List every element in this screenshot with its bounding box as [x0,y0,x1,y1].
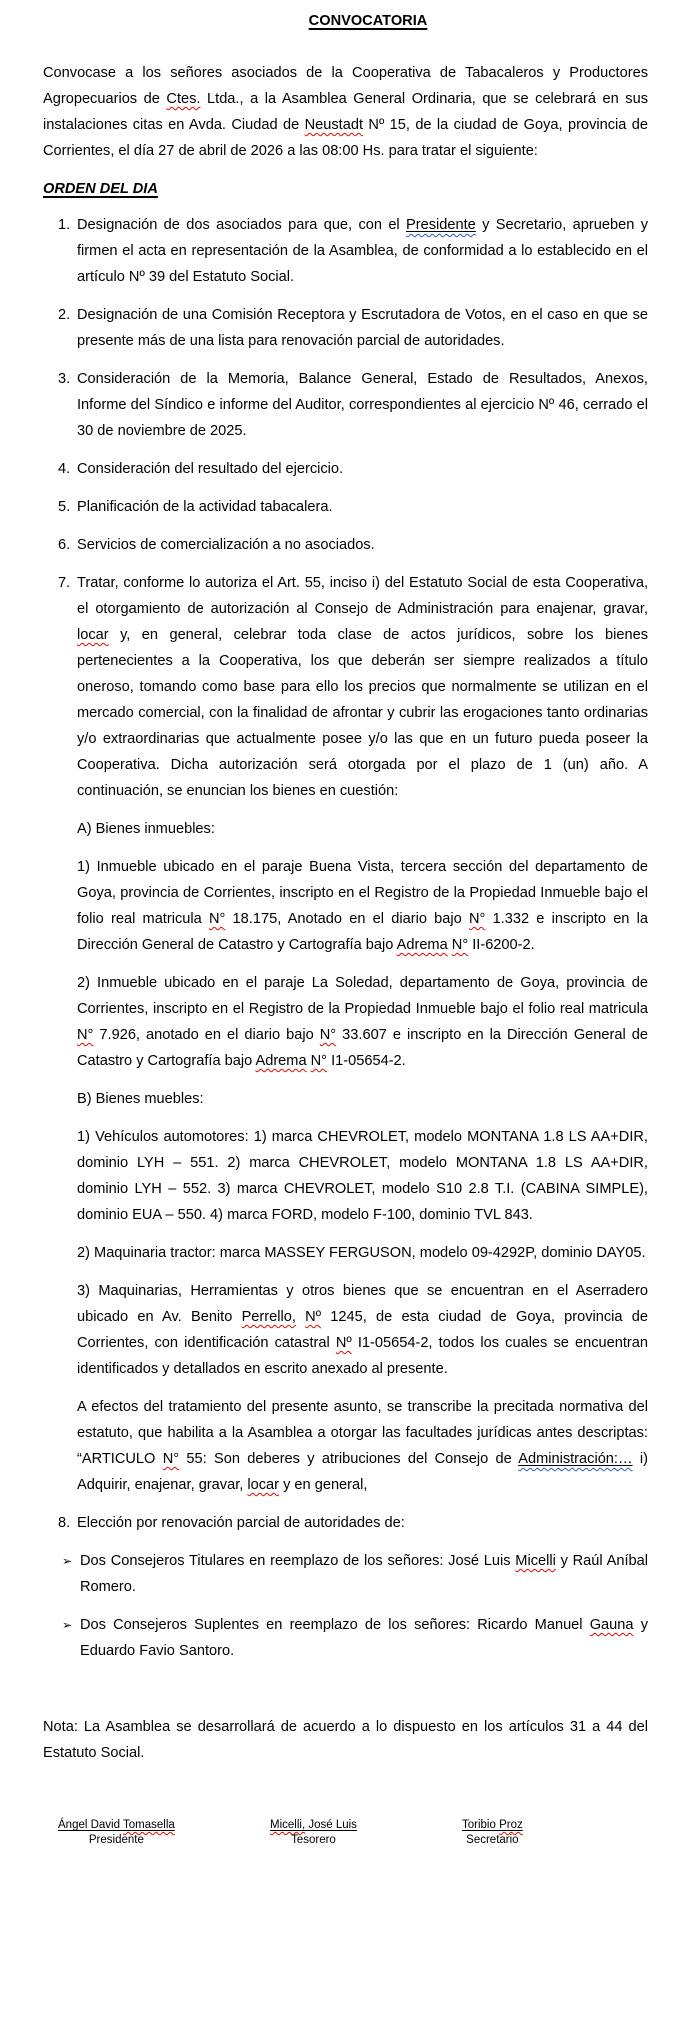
misspelled-word: Adrema [396,937,448,953]
misspelled-word: Neustadt [304,117,364,133]
misspelled-word: Nº [335,1335,352,1351]
intro-paragraph [43,60,648,164]
text-run: Consideración del resultado del ejercicio. [77,461,344,477]
text-run: 2) Inmueble ubicado en el paraje La Soledad, departamento de Goya, provincia de Corrientes, inscripto en el Registro de la Propiedad Inmueble bajo el folio real matricula [77,975,648,1017]
text-run: I1-05654-2. [327,1053,406,1069]
text-run: 1245, de esta ciudad de Goya, provincia de Corrientes, con identificación catastral [77,1309,648,1351]
text-run: 1) Vehículos automotores: 1) marca CHEVROLET, modelo MONTANA 1.8 LS AA+DIR, dominio LYH – 551. 2) marca CHEVROLET, modelo MONTANA 1.8 LS AA+DIR, dominio LYH – 552. 3) marca CHEVROLET, modelo S10 2.8 T.I. (CABINA SIMPLE), dominio EUA – 550. 4) marca FORD, modelo F-100, dominio TVL 843. [77,1129,648,1223]
item-number: 3. [58,371,71,387]
misspelled-word: Gauna [589,1617,634,1633]
text-run: y Raúl Aníbal Romero. [80,1553,648,1595]
text-run: José Luis [305,1819,357,1831]
misspelled-word: N° [162,1451,180,1467]
bullet-text [80,1612,648,1664]
misspelled-word: N° [208,911,226,927]
nota-paragraph [43,1714,648,1766]
text-run: Planificación de la actividad tabacalera. [77,499,333,515]
agenda-item-8 [43,1510,648,1536]
misspelled-word: Micelli [515,1553,556,1569]
text-run: Dos Consejeros Titulares en reemplazo de los señores: José Luis [80,1553,516,1569]
agenda-item-3 [43,366,648,444]
grammar-flagged-text [406,217,476,233]
misspelled-word: locar [247,1477,280,1493]
text-run: Nota: La Asamblea se desarrollará de acuerdo a lo dispuesto en los artículos 31 a 44 del Estatuto Social. [43,1719,648,1761]
text-run: 7.926, anotado en el diario bajo [93,1027,320,1043]
signatory-role: Secretario [466,1834,519,1846]
text-run: i) Adquirir, enajenar, gravar, [77,1451,648,1493]
maquinaria-tractor-paragraph [77,1240,648,1266]
text-run: A) Bienes inmuebles: [77,821,215,837]
grammar-flagged-text [518,1451,632,1467]
text-run: Convocase a los señores asociados de la Cooperativa de Tabacaleros y Productores Agropecuarios de [43,65,648,107]
bullet-consejeros-suplentes [43,1612,648,1664]
text-run: Servicios de comercialización a no asociados. [77,537,375,553]
agenda-item-5 [43,494,648,520]
maquinarias-herramientas-paragraph [77,1278,648,1382]
agenda-item-4 [43,456,648,482]
item-number: 2. [58,307,71,323]
text-run: Designación de dos asociados para que, con el [77,217,407,233]
signatory-role: Tesorero [291,1834,336,1846]
document-title-text: CONVOCATORIA [308,13,428,29]
text-run: 2) Maquinaria tractor: marca MASSEY FERGUSON, modelo 09-4292P, dominio DAY05. [77,1245,646,1261]
text-run: Ángel David [58,1819,123,1831]
item-number: 4. [58,461,71,477]
item-text [77,1510,648,1536]
agenda-item-6 [43,532,648,558]
underlined-text: Administración:… [518,1451,633,1467]
text-run: y, en general, celebrar toda clase de actos jurídicos, sobre los bienes pertenecientes a la Cooperativa, los que deberán ser siempre realizados a título oneroso, tomando como base para ello los precios que normalmente se utilizan en el mercado comercial, con la finalidad de afrontar y cubrir las erogaciones tanto ordinarias y/o extraordinarias que actualmente posee y/o las que en un futuro pueda poseer la Cooperativa. Dicha autorización será otorgada por el plazo de 1 (un) año. A continuación, se enuncian los bienes en cuestión: [77,627,648,799]
underlined-text: Presidente [406,217,476,233]
agenda-item-2 [43,302,648,354]
item-text [77,494,648,520]
text-run: I1-05654-2, todos los cuales se encuentran identificados y detallados en escrito anexado al presente. [77,1335,648,1377]
text-run: 33.607 e inscripto en la Dirección General de Catastro y Cartografía bajo [77,1027,648,1069]
item-number: 6. [58,537,71,553]
arrow-bullet-icon: ➢ [62,1618,73,1632]
item-number: 7. [58,575,71,591]
item-number: 5. [58,499,71,515]
text-run: Ltda., a la Asamblea General Ordinaria, que se celebrará en sus instalaciones citas en Avda. Ciudad de [43,91,649,133]
bullet-consejeros-titulares [43,1548,648,1600]
text-run: Dos Consejeros Suplentes en reemplazo de los señores: Ricardo Manuel [80,1617,590,1633]
signature-tesorero [270,1818,357,1848]
agenda-item-1 [43,212,648,290]
signatory-role: Presidente [88,1834,144,1846]
item-text [77,532,648,558]
text-run: 1) Inmueble ubicado en el paraje Buena Vista, tercera sección del departamento de Goya, provincia de Corrientes, inscripto en el Registro de la Propiedad Inmueble bajo el folio real matricula [77,859,648,927]
misspelled-word: Nº [305,1309,322,1325]
text-run: y Secretario, aprueben y firmen el acta en representación de la Asamblea, de conformidad a lo establecido en el artículo Nº 39 del Estatuto Social. [77,217,648,285]
misspelled-word: N° [310,1053,328,1069]
estatuto-transcripcion-paragraph [77,1394,648,1498]
misspelled-word: N° [319,1027,337,1043]
text-run: B) Bienes muebles: [77,1091,204,1107]
item-text [77,302,648,354]
text-run: A efectos del tratamiento del presente asunto, se transcribe la precitada normativa del estatuto, que habilita a la Asamblea a otorgar las facultades jurídicas antes descriptas: “ARTICULO [77,1399,648,1467]
misspelled-word: locar [77,627,109,643]
text-run: Consideración de la Memoria, Balance General, Estado de Resultados, Anexos, Informe del Síndico e informe del Auditor, correspondientes al ejercicio Nº 46, cerrado el 30 de noviembre de 2025. [77,371,648,439]
text-run: 55: Son deberes y atribuciones del Consejo de [179,1451,519,1467]
signatory-name [462,1818,523,1833]
signatory-name [58,1818,175,1833]
vehiculos-paragraph [77,1124,648,1228]
signatory-name [270,1818,357,1833]
signature-secretario [462,1818,523,1848]
text-run: Nº 15, de la ciudad de Goya, provincia de Corrientes, el día 27 de abril de 2026 a las 08:00 Hs. para tratar el siguiente: [43,117,648,159]
text-run: Tratar, conforme lo autoriza el Art. 55, inciso i) del Estatuto Social de esta Cooperativa, el otorgamiento de autorización al Consejo de Administración para enajenar, gravar, [77,575,648,617]
signature-presidente [58,1818,175,1848]
bienes-inmuebles-heading [77,816,648,842]
item-text [77,456,648,482]
arrow-bullet-icon: ➢ [62,1554,73,1568]
item-text [77,570,648,804]
orden-del-dia-text: ORDEN DEL DIA [43,181,158,197]
text-run: 1.332 e inscripto en la Dirección General de Catastro y Cartografía bajo [77,911,648,953]
text-run: y Eduardo Favio Santoro. [80,1617,648,1659]
text-run: 18.175, Anotado en el diario bajo [225,911,469,927]
text-run: Designación de una Comisión Receptora y Escrutadora de Votos, en el caso en que se presente más de una lista para renovación parcial de autoridades. [77,307,648,349]
text-run: Elección por renovación parcial de autoridades de: [77,1515,405,1531]
inmueble-2-paragraph [77,970,648,1074]
misspelled-word: N° [468,911,486,927]
misspelled-word: Perrello, [241,1309,296,1325]
text-run: Toribio [462,1819,500,1831]
text-run [296,1309,305,1325]
agenda-item-7 [43,570,648,804]
misspelled-word: Micelli, [270,1819,306,1831]
item-text [77,212,648,290]
misspelled-word: Ctes. [166,91,201,107]
misspelled-word: Proz [499,1819,523,1831]
misspelled-word: N° [77,1027,94,1043]
text-run: y en general, [279,1477,368,1493]
text-run: II-6200-2. [468,937,535,953]
item-number: 8. [58,1515,71,1531]
signature-block [43,1818,648,1852]
misspelled-word: Adrema [255,1053,307,1069]
misspelled-word: N° [451,937,469,953]
misspelled-word: Tomasella [123,1819,175,1831]
item-number: 1. [58,217,71,233]
bullet-text [80,1548,648,1600]
item-text [77,366,648,444]
text-run: 3) Maquinarias, Herramientas y otros bienes que se encuentran en el Aserradero ubicado en Av. Benito [77,1283,648,1325]
inmueble-1-paragraph [77,854,648,958]
bienes-muebles-heading [77,1086,648,1112]
document-title [43,8,648,34]
orden-del-dia-heading [43,176,648,202]
